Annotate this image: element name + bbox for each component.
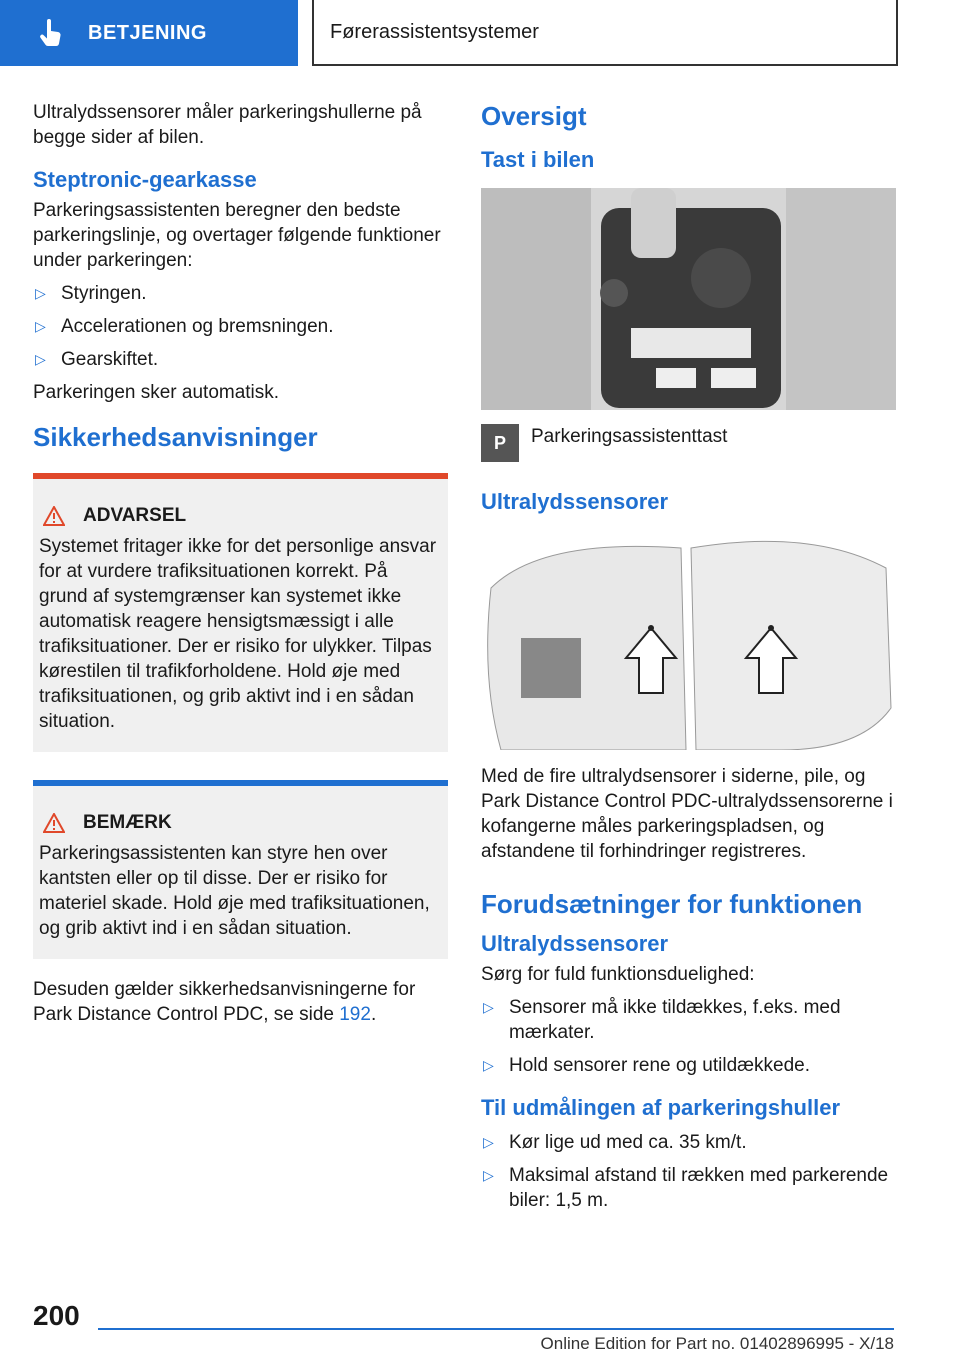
notice-text: Parkeringsassistenten kan styre hen over kantsten eller op til disse. Der er risiko for materiel skade. Hold øje med trafiksituationen, og grib aktivt ind i en sådan situation. (39, 843, 430, 939)
triangle-bullet-icon: ▷ (483, 999, 494, 1015)
warning-label: ADVARSEL (83, 505, 187, 526)
triangle-bullet-icon: ▷ (483, 1167, 494, 1183)
list-item: ▷ Styringen. (35, 283, 147, 304)
right-column (481, 100, 896, 1221)
warning-triangle-icon (43, 506, 65, 526)
steptronic-heading: Steptronic-gearkasse (33, 167, 257, 192)
page-number: 200 (33, 1300, 80, 1331)
section-tab[interactable] (0, 0, 298, 66)
sensor-photo (481, 528, 896, 750)
notice-label: BEMÆRK (83, 812, 172, 833)
triangle-bullet-icon: ▷ (35, 285, 46, 301)
measure-heading: Til udmålingen af parkeringshuller (481, 1095, 841, 1120)
console-photo (481, 188, 896, 410)
footer-edition: Online Edition for Part no. 01402896995 - X/18 (98, 1328, 894, 1354)
chapter-header (312, 0, 898, 66)
steptronic-list (33, 281, 448, 372)
safety-heading: Sikkerhedsanvisninger (33, 422, 318, 452)
button-heading: Tast i bilen (481, 147, 595, 172)
section-label: BETJENING (88, 21, 207, 44)
measure-list (481, 1130, 896, 1213)
warning-box (33, 473, 448, 752)
also-text: Desuden gælder sikkerhedsanvisningerne for Park Distance Control PDC, se side 192. (33, 979, 416, 1025)
list-item: ▷ Sensorer må ikke tildækkes, f.eks. med mærkater. (483, 997, 841, 1043)
triangle-bullet-icon: ▷ (483, 1057, 494, 1073)
chapter-title: Førerassistentsystemer (330, 20, 539, 43)
button-caption-row (481, 424, 896, 462)
list-item: ▷ Maksimal afstand til rækken med parkerende biler: 1,5 m. (483, 1165, 889, 1211)
steptronic-after: Parkeringen sker automatisk. (33, 382, 280, 403)
list-item: ▷ Kør lige ud med ca. 35 km/t. (483, 1132, 747, 1153)
notice-box (33, 780, 448, 959)
intro-text: Ultralydssensorer måler parkeringshullerne på begge sider af bilen. (33, 102, 422, 148)
steptronic-text: Parkeringsassistenten beregner den bedste parkeringslinje, og overtager følgende funktioner under parkeringen: (33, 200, 441, 271)
warning-text: Systemet fritager ikke for det personlige ansvar for at vurdere trafiksituationen korrekt. På grund af systemgrænser kan systemet ikke automatisk reagere hensigtsmæssigt i alle trafiksituationer. Der er risiko for ulykker. Tilpas kørestilen til trafikforholdene. Hold øje med trafiksituationen, og grib aktivt ind i en sådan situation. (39, 536, 437, 732)
notice-triangle-icon (43, 813, 65, 833)
parking-assistant-icon: P (481, 424, 519, 462)
button-caption: Parkeringsassistenttast (531, 426, 728, 447)
left-column (33, 100, 448, 1035)
prereq-subheading: Ultralydssensorer (481, 931, 669, 956)
prereq-list (481, 995, 896, 1078)
triangle-bullet-icon: ▷ (35, 351, 46, 367)
overview-heading: Oversigt (481, 101, 587, 131)
ultra-text: Med de fire ultralydsensorer i siderne, pile, og Park Distance Control PDC-ultralydssensorerne i kofangerne måles parkeringspladsen, og afstandene til forhindringer registreres. (481, 766, 893, 862)
prereq-heading: Forudsætninger for funktionen (481, 889, 863, 919)
page-link[interactable]: 192 (339, 1004, 371, 1025)
list-item: ▷ Gearskiftet. (35, 349, 159, 370)
triangle-bullet-icon: ▷ (35, 318, 46, 334)
list-item: ▷ Hold sensorer rene og utildækkede. (483, 1055, 811, 1076)
prereq-text: Sørg for fuld funktionsduelighed: (481, 964, 755, 985)
list-item: ▷ Accelerationen og bremsningen. (35, 316, 334, 337)
hand-pointer-icon (38, 18, 68, 48)
ultra-heading: Ultralydssensorer (481, 489, 669, 514)
triangle-bullet-icon: ▷ (483, 1134, 494, 1150)
